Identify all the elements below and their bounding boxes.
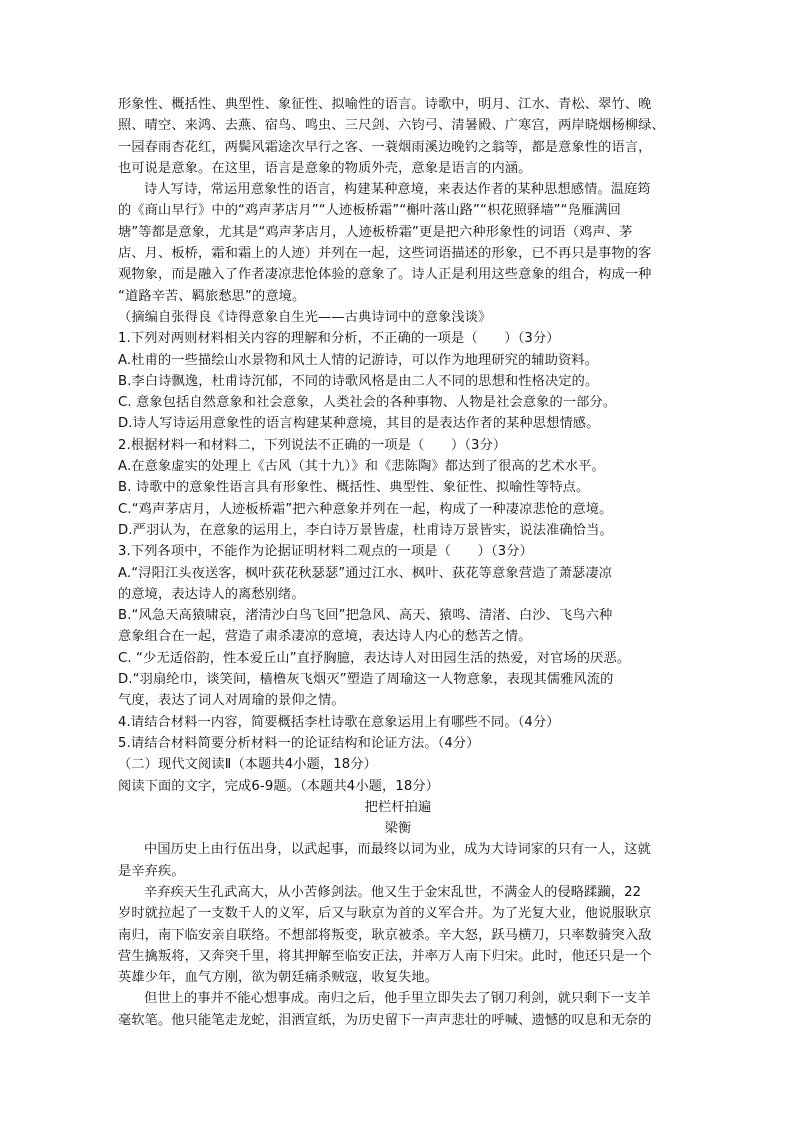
- text-line: 辛弃疾天生孔武高大，从小苦修剑法。他又生于金宋乱世，不满金人的侵略蹂躏，22: [144, 884, 642, 900]
- text-line: 3.下列各项中，不能作为论据证明材料二观点的一项是（ ）（3分）: [118, 544, 533, 560]
- text-line: 意象组合在一起，营造了肃杀凄凉的意境，表达诗人内心的愁苦之情。: [118, 629, 532, 645]
- text-line: C. “少无适俗韵，性本爱丘山”直抒胸臆，表达诗人对田园生活的热爱，对官场的厌恶。: [118, 650, 631, 666]
- text-line: A.在意象虚实的处理上《古风（其十九）》和《悲陈陶》都达到了很高的艺术水平。: [118, 459, 605, 475]
- text-line: 营生擒叛将，又奔突千里，将其押解至临安正法，并率万人南下归宋。此时，他还只是一个: [118, 948, 652, 964]
- text-line: （二）现代文阅读Ⅱ（本题共4小题，18分）: [118, 757, 377, 773]
- text-line: 观物象，而是融入了作者凄凉悲怆体验的意象了。诗人正是利用这些意象的组合，构成一种: [118, 267, 652, 283]
- text-line: 英雄少年，血气方刚，欲为朝廷痛杀贼寇，收复失地。: [118, 970, 439, 986]
- text-line: 2.根据材料一和材料二，下列说法不正确的一项是（ ）（3分）: [118, 437, 507, 453]
- text-line: D.严羽认为，在意象的运用上，李白诗万景皆虚，杜甫诗万景皆实，说法准确恰当。: [118, 522, 613, 538]
- text-line: 5.请结合材料简要分析材料一的论证结构和论证方法。（4分）: [118, 735, 480, 751]
- text-line: 南归，南下临安亲自联络。不想部将叛变，耿京被杀。辛大怒，跃马横刀，只率数骑突入敌: [118, 927, 652, 943]
- text-line: D.“羽扇纶巾，谈笑间，樯橹灰飞烟灭”塑造了周瑜这一人物意象，表现其儒雅风流的: [118, 672, 614, 688]
- text-line: 是辛弃疾。: [118, 863, 185, 879]
- text-line: 4.请结合材料一内容，简要概括李杜诗歌在意象运用上有哪些不同。（4分）: [118, 714, 560, 730]
- text-line: 但世上的事并不能心想事成。南归之后，他手里立即失去了钢刀利剑，就只剩下一支羊: [144, 991, 651, 1007]
- text-line: 店、月、板桥，霜和霜上的人迹）并列在一起，这些词语描述的形象，已不再只是事物的客: [118, 246, 652, 262]
- text-line: A.“浔阳江头夜送客，枫叶荻花秋瑟瑟”通过江水、枫叶、荻花等意象营造了萧瑟凄凉: [118, 565, 613, 581]
- text-line: C. 意象包括自然意象和社会意象，人类社会的各种事物、人物是社会意象的一部分。: [118, 395, 617, 411]
- text-line: 中国历史上由行伍出身，以武起事，而最终以词为业，成为大诗词家的只有一人，这就: [144, 842, 651, 858]
- text-line: 也可说是意象。在这里，语言是意象的物质外壳，意象是语言的内涵。: [118, 160, 532, 176]
- text-line: 一园春雨杏花红，两鬓风霜途次早行之客、一蓑烟雨溪边晚钓之翁等，都是意象性的语言，: [118, 139, 652, 155]
- text-line: （摘编自张得良《诗得意象自生光——古典诗词中的意象浅谈》: [118, 309, 492, 325]
- text-line: 的《商山早行》中的“鸡声茅店月”“人迹板桥霜”“槲叶落山路”“枳花照驿墙”“凫雁满回: [118, 203, 621, 219]
- text-line: B. 诗歌中的意象性语言具有形象性、概括性、典型性、象征性、拟喻性等特点。: [118, 480, 590, 496]
- text-line: 照、晴空、来鸿、去燕、宿鸟、鸣虫、三尺剑、六钧弓、清暑殿、广寒宫，两岸晓烟杨柳绿、: [118, 118, 665, 134]
- text-line: 1.下列对两则材料相关内容的理解和分析，不正确的一项是（ ）（3分）: [118, 331, 560, 347]
- text-line: 形象性、概括性、典型性、象征性、拟喻性的语言。诗歌中，明月、江水、青松、翠竹、晚: [118, 97, 652, 112]
- text-line: 塘”等都是意象，尤其是“鸡声茅店月，人迹板桥霜”更是把六种形象性的词语（鸡声、茅: [118, 224, 633, 240]
- text-line: B.李白诗飘逸，杜甫诗沉郁，不同的诗歌风格是由二人不同的思想和性格决定的。: [118, 373, 599, 389]
- document-body: [118, 94, 678, 1031]
- text-line: 的意境，表达诗人的离愁别绪。: [118, 586, 305, 602]
- text-line: “道路辛苦、羁旅愁思”的意境。: [118, 288, 306, 304]
- text-line: 岁时就拉起了一支数千人的义军，后又与耿京为首的义军合并。为了光复大业，他说服耿京: [118, 906, 652, 922]
- centered-heading-line: 把栏杆拍遍: [364, 799, 432, 815]
- text-line: 毫软笔。他只能笔走龙蛇，泪洒宣纸，为历史留下一声声悲壮的呼喊、遗憾的叹息和无奈的: [118, 1012, 652, 1028]
- text-line: D.诗人写诗运用意象性的语言构建某种意境，其目的是表达作者的某种思想情感。: [118, 416, 600, 432]
- text-line: C.“鸡声茅店月，人迹板桥霜”把六种意象并列在一起，构成了一种凄凉悲怆的意境。: [118, 501, 613, 517]
- text-line: A.杜甫的一些描绘山水景物和风土人情的记游诗，可以作为地理研究的辅助资料。: [118, 352, 599, 368]
- text-line: 气度，表达了词人对周瑜的景仰之情。: [118, 693, 345, 709]
- centered-heading-line: 梁衡: [384, 821, 412, 837]
- text-line: 阅读下面的文字，完成6-9题。（本题共4小题，18分）: [118, 778, 440, 794]
- text-line: 诗人写诗，常运用意象性的语言，构建某种意境，来表达作者的某种思想感情。温庭筠: [144, 182, 651, 198]
- text-line: B.“风急天高猿啸哀，渚清沙白鸟飞回”把急风、高天、猿鸣、清渚、白沙、飞鸟六种: [118, 608, 613, 624]
